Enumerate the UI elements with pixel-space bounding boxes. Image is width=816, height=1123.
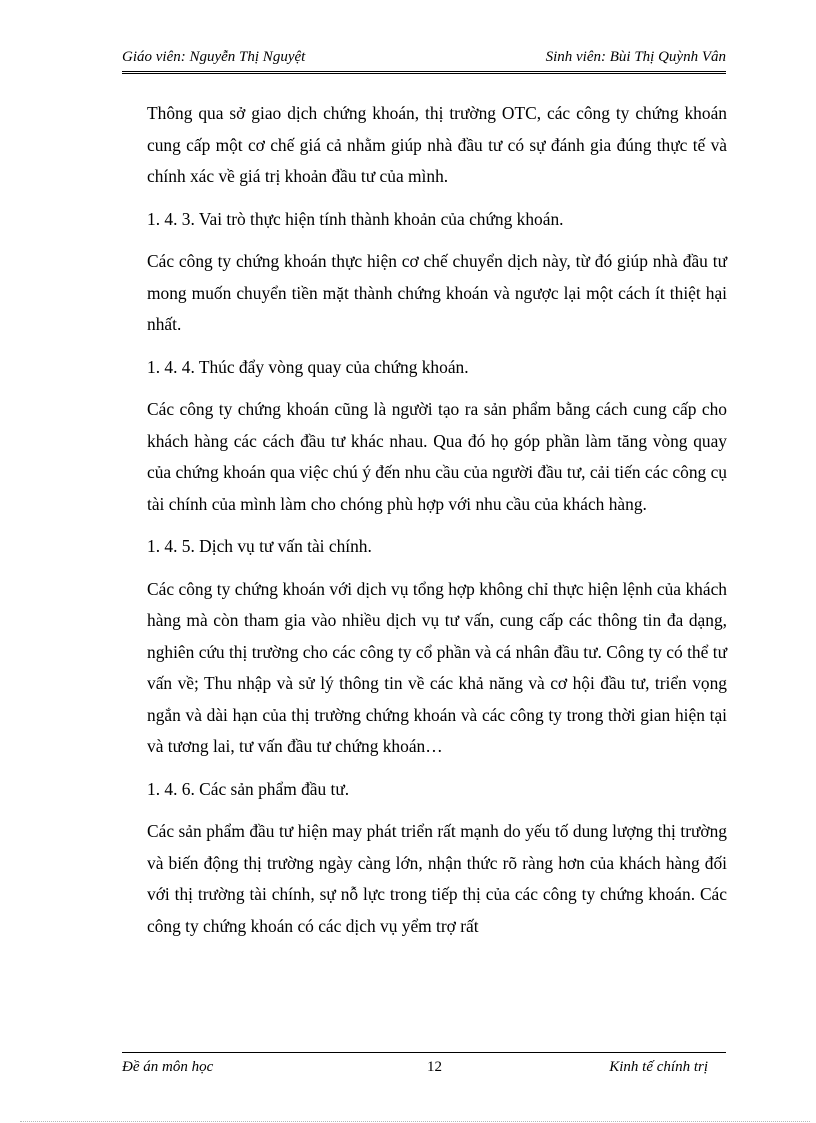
page-bottom-divider — [20, 1121, 810, 1122]
page-header — [122, 49, 726, 74]
footer-document-type: Đề án môn học — [122, 1059, 214, 1075]
paragraph-liquidity: Các công ty chứng khoán thực hiện cơ chế chuyển dịch này, từ đó giúp nhà đầu tư mong muốn chuyển tiền mặt thành chứng khoán và ngược lại một cách ít thiệt hại nhất. — [147, 251, 727, 334]
footer-subject: Kinh tế chính trị — [609, 1059, 708, 1075]
page-number: 12 — [427, 1059, 442, 1075]
page-footer — [122, 1052, 726, 1077]
header-student: Sinh viên: Bùi Thị Quỳnh Vân — [545, 49, 726, 65]
section-heading-1-4-5: 1. 4. 5. Dịch vụ tư vấn tài chính. — [147, 536, 372, 556]
paragraph-turnover: Các công ty chứng khoán cũng là người tạo ra sản phẩm bằng cách cung cấp cho khách hàng các cách đầu tư khác nhau. Qua đó họ góp phần làm tăng vòng quay của chứng khoán qua việc chú ý đến nhu cầu của người đầu tư, cải tiến các công cụ tài chính của mình làm cho chóng phù hợp với nhu cầu của khách hàng. — [147, 399, 727, 514]
paragraph-advisory: Các công ty chứng khoán với dịch vụ tổng hợp không chỉ thực hiện lệnh của khách hàng mà còn tham gia vào nhiều dịch vụ tư vấn, cung cấp các thông tin đa dạng, nghiên cứu thị trường cho các công ty cổ phần và cá nhân đầu tư. Công ty có thể tư vấn về; Thu nhập và sử lý thông tin về các khả năng và cơ hội đầu tư, triển vọng ngắn và dài hạn của thị trường chứng khoán và các công ty trong thời gian hiện tại và tương lai, tư vấn đầu tư chứng khoán… — [147, 578, 727, 756]
section-heading-1-4-3: 1. 4. 3. Vai trò thực hiện tính thành khoản của chứng khoán. — [147, 208, 564, 229]
section-heading-1-4-6: 1. 4. 6. Các sản phẩm đầu tư. — [147, 778, 350, 799]
section-heading-1-4-4: 1. 4. 4. Thúc đẩy vòng quay của chứng khoán. — [147, 356, 469, 377]
paragraph-price-mechanism: Thông qua sở giao dịch chứng khoán, thị trường OTC, các công ty chứng khoán cung cấp một cơ chế giá cả nhằm giúp nhà đầu tư có sự đánh gia đúng thực tế và chính xác về giá trị khoản đầu tư của mình. — [147, 103, 727, 186]
page-body — [147, 98, 727, 953]
header-teacher: Giáo viên: Nguyễn Thị Nguyệt — [122, 49, 306, 65]
paragraph-investment-products: Các sản phẩm đầu tư hiện may phát triển rất mạnh do yếu tố dung lượng thị trường và biến động thị trường ngày càng lớn, nhận thức rõ ràng hơn của khách hàng đối với thị trường tài chính, sự nỗ lực trong tiếp thị của các công ty chứng khoán. Các công ty chứng khoán có các dịch vụ yểm trợ rất — [147, 821, 727, 936]
